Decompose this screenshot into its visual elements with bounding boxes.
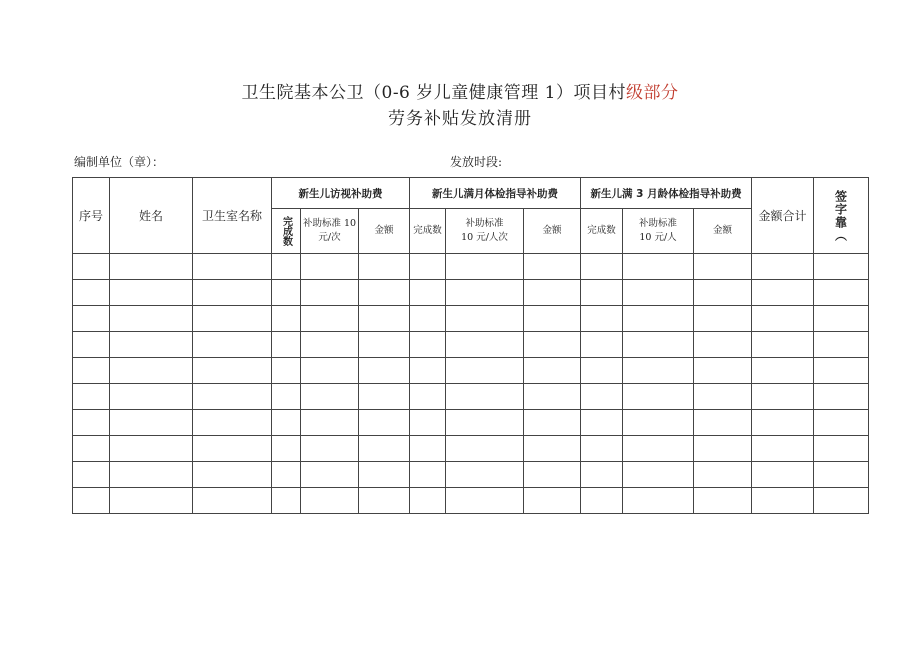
table-cell: [581, 384, 623, 410]
table-cell: [272, 462, 301, 488]
table-cell: [73, 280, 110, 306]
document-title-line2: 劳务补贴发放清册: [388, 109, 532, 129]
table-cell: [110, 410, 193, 436]
table-cell: [446, 462, 524, 488]
header-g1-std: [301, 209, 359, 254]
header-group-3month: 新生儿满 3 月龄体检指导补助费: [581, 178, 752, 209]
table-cell: [814, 462, 869, 488]
table-cell: [694, 384, 752, 410]
table-cell: [272, 436, 301, 462]
table-cell: [73, 410, 110, 436]
table-cell: [623, 462, 694, 488]
table-cell: [272, 488, 301, 514]
table-row: [73, 358, 869, 384]
g1-std-b: 元/次: [318, 232, 341, 243]
table-cell: [193, 306, 272, 332]
table-cell: [524, 332, 581, 358]
table-cell: [752, 410, 814, 436]
table-cell: [446, 254, 524, 280]
table-cell: [73, 436, 110, 462]
header-g1-done: [272, 209, 301, 254]
table-cell: [301, 332, 359, 358]
compiling-unit-label: 编制单位（章）：: [74, 155, 165, 169]
table-cell: [581, 436, 623, 462]
table-cell: [814, 488, 869, 514]
header-clinic: 卫生室名称: [193, 178, 272, 254]
table-cell: [446, 436, 524, 462]
table-cell: [752, 488, 814, 514]
table-cell: [581, 488, 623, 514]
table-cell: [272, 254, 301, 280]
table-cell: [623, 280, 694, 306]
table-cell: [359, 488, 410, 514]
g1-std-a: 补助标准 10: [302, 218, 357, 229]
table-cell: [359, 436, 410, 462]
table-cell: [446, 384, 524, 410]
table-row: [73, 488, 869, 514]
table-cell: [410, 436, 446, 462]
table-cell: [110, 280, 193, 306]
table-cell: [694, 306, 752, 332]
g3-std-b: 10 元/人: [639, 232, 677, 243]
table-cell: [524, 384, 581, 410]
table-cell: [752, 358, 814, 384]
table-cell: [359, 384, 410, 410]
table-cell: [73, 358, 110, 384]
header-name: 姓名: [110, 178, 193, 254]
title-red-text: 级部分: [626, 83, 679, 103]
table-cell: [410, 254, 446, 280]
header-g3-amount: 金额: [694, 209, 752, 254]
table-cell: [110, 462, 193, 488]
table-cell: [193, 254, 272, 280]
table-cell: [193, 280, 272, 306]
header-sign: [814, 178, 869, 254]
table-cell: [301, 254, 359, 280]
table-cell: [301, 436, 359, 462]
table-cell: [446, 306, 524, 332]
table-cell: [752, 462, 814, 488]
table-cell: [272, 358, 301, 384]
table-cell: [524, 488, 581, 514]
table-cell: [410, 410, 446, 436]
table-row: [73, 332, 869, 358]
table-cell: [524, 358, 581, 384]
table-row: [73, 280, 869, 306]
table-row: [73, 254, 869, 280]
table-cell: [193, 488, 272, 514]
table-cell: [359, 280, 410, 306]
table-cell: [446, 358, 524, 384]
table-body: [73, 254, 869, 514]
table-cell: [623, 358, 694, 384]
table-cell: [752, 280, 814, 306]
table-cell: [272, 306, 301, 332]
table-cell: [814, 306, 869, 332]
table-cell: [193, 384, 272, 410]
table-row: [73, 462, 869, 488]
table-cell: [814, 332, 869, 358]
header-total: 金额合计: [752, 178, 814, 254]
table-cell: [752, 384, 814, 410]
table-cell: [193, 410, 272, 436]
table-cell: [301, 384, 359, 410]
table-cell: [193, 332, 272, 358]
table-cell: [73, 332, 110, 358]
title-main-text: 卫生院基本公卫（0-6 岁儿童健康管理 1）项目村: [241, 83, 626, 103]
table-cell: [410, 358, 446, 384]
table-cell: [814, 254, 869, 280]
table-cell: [359, 332, 410, 358]
table-cell: [814, 436, 869, 462]
table-cell: [694, 280, 752, 306]
table-row: [73, 436, 869, 462]
table-cell: [359, 306, 410, 332]
g1-done-label: 完成数: [280, 216, 292, 246]
header-group-month: 新生儿满月体检指导补助费: [410, 178, 581, 209]
table-cell: [581, 306, 623, 332]
table-cell: [272, 410, 301, 436]
table-cell: [694, 462, 752, 488]
table-cell: [359, 358, 410, 384]
table-cell: [623, 306, 694, 332]
table-cell: [272, 280, 301, 306]
g2-std-b: 10 元/人次: [461, 232, 508, 243]
table-cell: [193, 358, 272, 384]
g2-std-a: 补助标准: [465, 218, 504, 229]
table-cell: [301, 410, 359, 436]
header-g1-amount: 金额: [359, 209, 410, 254]
table-cell: [301, 306, 359, 332]
table-cell: [524, 462, 581, 488]
table-cell: [446, 280, 524, 306]
table-cell: [110, 306, 193, 332]
table-cell: [694, 488, 752, 514]
header-seq: 序号: [73, 178, 110, 254]
table-cell: [814, 410, 869, 436]
table-cell: [814, 358, 869, 384]
table-cell: [524, 436, 581, 462]
table-cell: [752, 254, 814, 280]
table-cell: [581, 332, 623, 358]
header-g3-done: 完成数: [581, 209, 623, 254]
table-cell: [814, 384, 869, 410]
header-g2-amount: 金额: [524, 209, 581, 254]
table-cell: [694, 358, 752, 384]
header-g2-done: 完成数: [410, 209, 446, 254]
table-cell: [694, 254, 752, 280]
sign-label: 签字靠（: [833, 189, 848, 242]
table-cell: [694, 410, 752, 436]
table-cell: [110, 488, 193, 514]
table-cell: [524, 280, 581, 306]
table-cell: [301, 488, 359, 514]
table-cell: [694, 436, 752, 462]
table-row: [73, 384, 869, 410]
table-cell: [410, 462, 446, 488]
table-cell: [446, 410, 524, 436]
document-title-line1: [0, 78, 920, 103]
table-cell: [301, 358, 359, 384]
table-cell: [623, 384, 694, 410]
table-cell: [73, 384, 110, 410]
table-cell: [359, 462, 410, 488]
header-g2-std: [446, 209, 524, 254]
table-cell: [73, 254, 110, 280]
table-cell: [623, 332, 694, 358]
table-cell: [301, 280, 359, 306]
table-cell: [73, 462, 110, 488]
table-cell: [73, 306, 110, 332]
header-g3-std: [623, 209, 694, 254]
table-cell: [110, 436, 193, 462]
table-cell: [410, 306, 446, 332]
table-cell: [410, 384, 446, 410]
payment-period-label: 发放时段:: [450, 155, 503, 169]
table-cell: [581, 280, 623, 306]
table-cell: [694, 332, 752, 358]
table-cell: [623, 410, 694, 436]
table-cell: [524, 410, 581, 436]
table-cell: [623, 436, 694, 462]
table-cell: [581, 462, 623, 488]
table-cell: [623, 488, 694, 514]
table-cell: [524, 306, 581, 332]
table-cell: [446, 488, 524, 514]
table-cell: [410, 280, 446, 306]
table-cell: [110, 358, 193, 384]
table-cell: [623, 254, 694, 280]
table-cell: [814, 280, 869, 306]
table-cell: [581, 358, 623, 384]
header-group-visit: 新生儿访视补助费: [272, 178, 410, 209]
table-cell: [193, 436, 272, 462]
table-cell: [359, 254, 410, 280]
table-cell: [301, 462, 359, 488]
g3-std-a: 补助标准: [639, 218, 678, 229]
table-cell: [752, 332, 814, 358]
table-cell: [359, 410, 410, 436]
subsidy-table: [72, 177, 869, 514]
table-cell: [524, 254, 581, 280]
table-cell: [73, 488, 110, 514]
table-cell: [446, 332, 524, 358]
table-cell: [752, 306, 814, 332]
table-cell: [581, 410, 623, 436]
table-cell: [272, 332, 301, 358]
table-cell: [110, 384, 193, 410]
table-row: [73, 410, 869, 436]
table-cell: [110, 332, 193, 358]
table-row: [73, 306, 869, 332]
table-cell: [193, 462, 272, 488]
table-cell: [410, 332, 446, 358]
table-cell: [581, 254, 623, 280]
table-cell: [110, 254, 193, 280]
table-cell: [410, 488, 446, 514]
table-cell: [272, 384, 301, 410]
table-cell: [752, 436, 814, 462]
